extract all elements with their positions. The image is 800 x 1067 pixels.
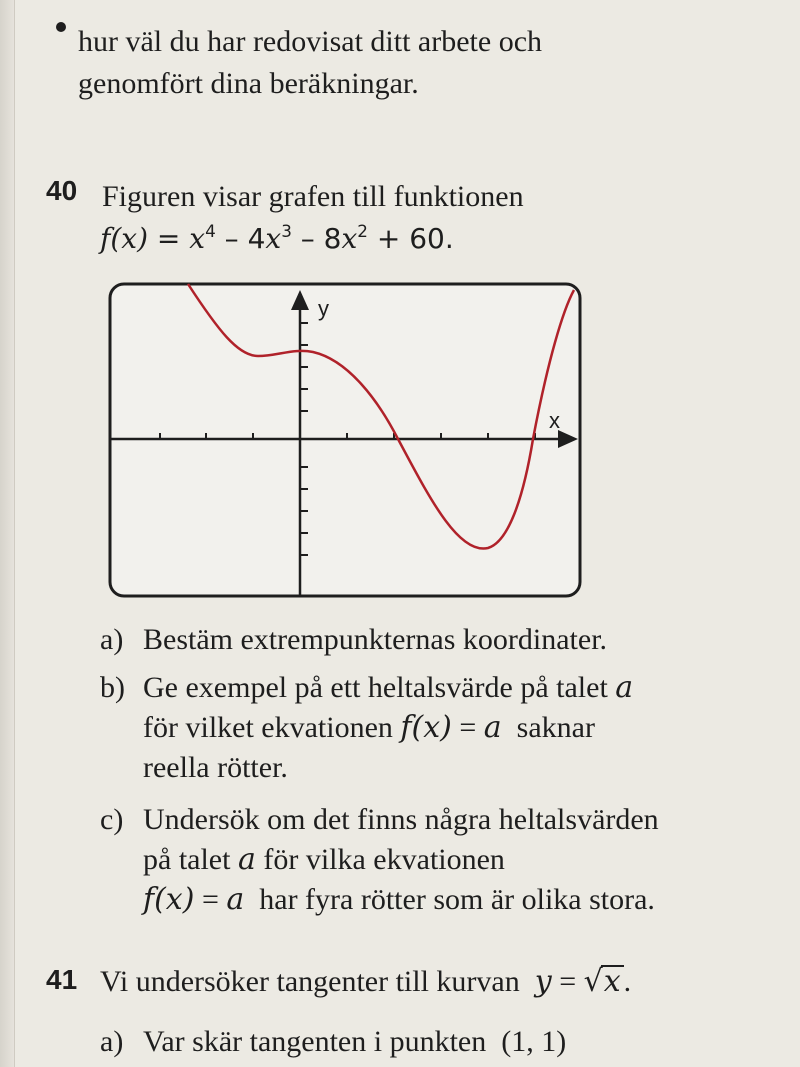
bullet-line-1: hur väl du har redovisat ditt arbete och [78,25,543,58]
part-b-line-1 [143,668,633,708]
problem-40-number: 40 [46,175,78,206]
formula-eq: = [148,222,190,255]
problem-40-intro: Figuren visar grafen till funktionen [102,180,524,213]
y-axis-label: y [318,296,329,321]
problem-41-y: y [534,964,552,999]
problem-41-number: 41 [46,964,78,995]
problem-41-x: x [603,964,621,999]
page-binding-edge [0,0,15,1067]
problem-41-text: Vi undersöker tangenter till kurvan [100,965,520,998]
sqrt-icon: √ [583,964,603,999]
part-b-eq: = [451,711,484,744]
formula-term-1: x [189,222,206,255]
problem-41-part-a-text: Var skär tangenten i punkten [143,1025,487,1058]
part-b-var-a: a [615,670,634,705]
part-b-line-2-post: saknar [516,711,595,744]
formula-exp-2: 3 [281,221,292,242]
problem-40-formula [100,222,454,255]
part-c-line-3-post: har fyra rötter som är olika stora. [259,883,655,916]
part-c-f: f(x) [143,882,195,917]
part-c-line-2-pre: på talet [143,843,231,876]
formula-op-2: – 8 [291,222,342,255]
part-b-label: b) [100,671,125,704]
formula-lhs: f(x) [100,222,149,255]
formula-term-3: x [341,222,358,255]
part-c-line-1: Undersök om det finns några heltalsvärden [143,803,659,836]
part-c-line-3 [143,880,655,920]
formula-exp-3: 2 [357,221,368,242]
problem-41-line [100,962,631,1002]
part-c-line-2-post: för vilka ekvationen [263,843,505,876]
part-a-label: a) [100,623,124,656]
problem-41-eq: = [551,965,584,998]
part-b-line-3: reella rötter. [143,751,288,784]
part-c-label: c) [100,803,124,836]
formula-exp-1: 4 [205,221,216,242]
part-c-var-a: a [237,842,256,877]
sqrt-radicand [601,965,624,997]
problem-41-part-a-label: a) [100,1025,124,1058]
part-b-var-a-2: a [483,710,502,745]
formula-op-1: – 4 [215,222,266,255]
problem-41-part-a-line [143,1022,566,1062]
bullet-icon [56,22,66,32]
part-b-line-2 [143,708,595,748]
formula-term-2: x [265,222,282,255]
part-b-f: f(x) [400,710,452,745]
bullet-line-2: genomfört dina beräkningar. [78,67,419,100]
part-b-line-2-pre: för vilket ekvationen [143,711,393,744]
problem-41-end: . [623,965,632,998]
part-c-var-a-2: a [226,882,245,917]
part-b-line-1-text: Ge exempel på ett heltalsvärde på talet [143,671,608,704]
part-c-line-2 [143,840,505,880]
formula-rest: + 60. [367,222,454,255]
x-axis-label: x [549,408,560,433]
problem-41-part-a-point: (1, 1) [501,1025,567,1058]
part-a-text: Bestäm extrempunkternas koordinater. [143,623,608,656]
function-graph [108,280,583,600]
part-c-eq: = [194,883,227,916]
